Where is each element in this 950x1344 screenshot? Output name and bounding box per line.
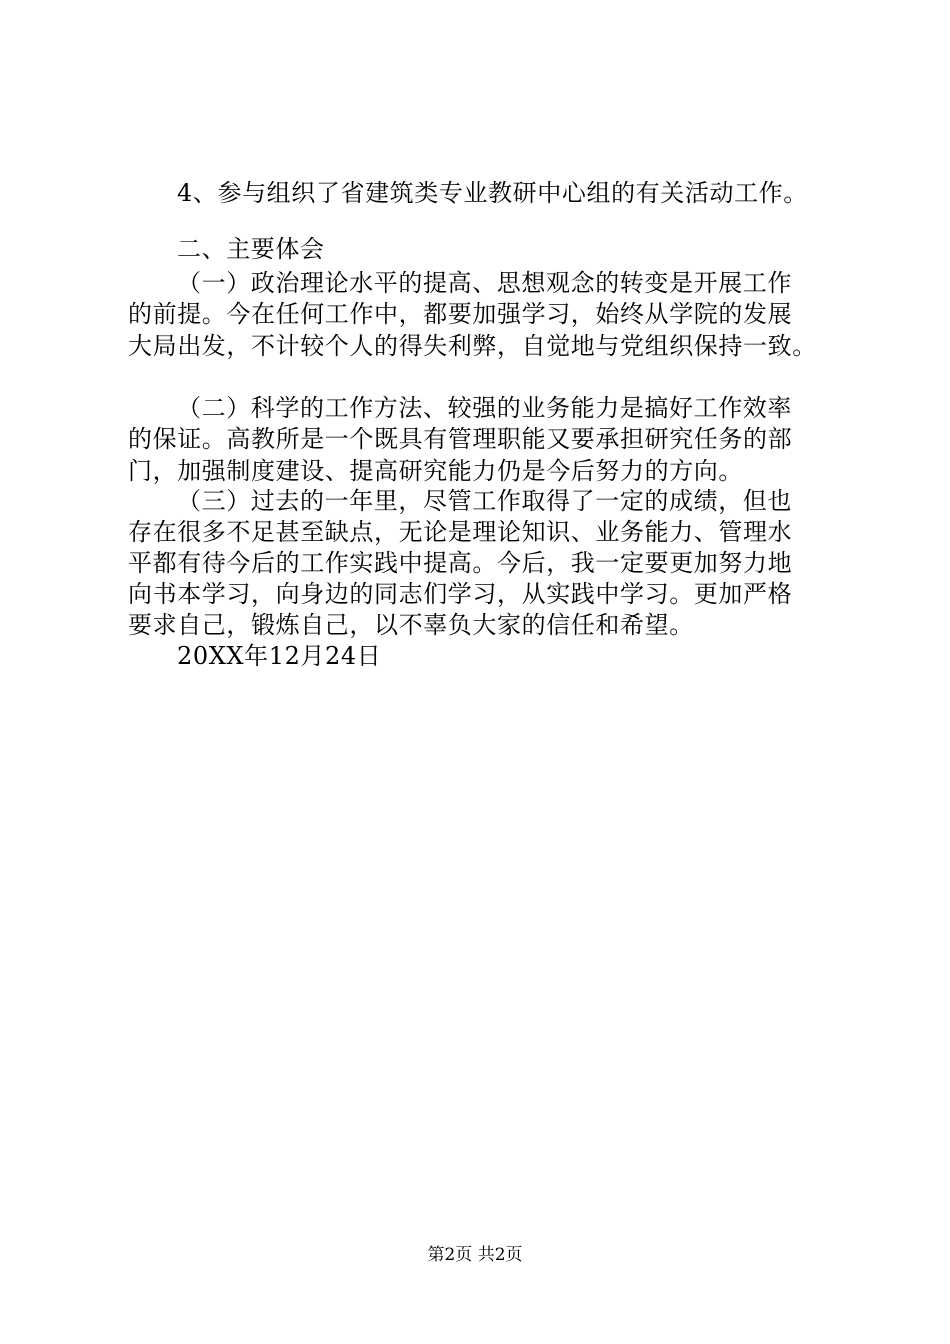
page-number: 第2页: [427, 1245, 473, 1265]
paragraph-2-line-2: 的保证。高教所是一个既具有管理职能又要承担研究任务的部: [128, 425, 793, 453]
paragraph-3-line-2: 存在很多不足甚至缺点，无论是理论知识、业务能力、管理水: [128, 518, 793, 546]
paragraph-3-line-5: 要求自己，锻炼自己，以不辜负大家的信任和希望。: [128, 611, 694, 639]
paragraph-1-line-1: （一）政治理论水平的提高、思想观念的转变是开展工作: [177, 269, 792, 297]
paragraph-3-line-3: 平都有待今后的工作实践中提高。今后，我一定要更加努力地: [128, 549, 793, 577]
paragraph-3-line-4: 向书本学习，向身边的同志们学习，从实践中学习。更加严格: [128, 580, 793, 608]
document-date: 20XX年12月24日: [177, 642, 382, 670]
paragraph-2-line-1: （二）科学的工作方法、较强的业务能力是搞好工作效率: [177, 394, 792, 422]
paragraph-1-line-3: 大局出发，不计较个人的得失利弊，自觉地与党组织保持一致。: [128, 332, 817, 360]
paragraph-1-line-2: 的前提。今在任何工作中，都要加强学习，始终从学院的发展: [128, 300, 793, 328]
section-heading: 二、主要体会: [177, 235, 325, 263]
item-4-line: 4、参与组织了省建筑类专业教研中心组的有关活动工作。: [177, 179, 808, 207]
page-footer: [0, 1244, 950, 1266]
page-total: 共2页: [477, 1245, 523, 1265]
paragraph-2-line-3: 门，加强制度建设、提高研究能力仍是今后努力的方向。: [128, 457, 743, 485]
paragraph-3-line-1: （三）过去的一年里，尽管工作取得了一定的成绩，但也: [177, 487, 792, 515]
